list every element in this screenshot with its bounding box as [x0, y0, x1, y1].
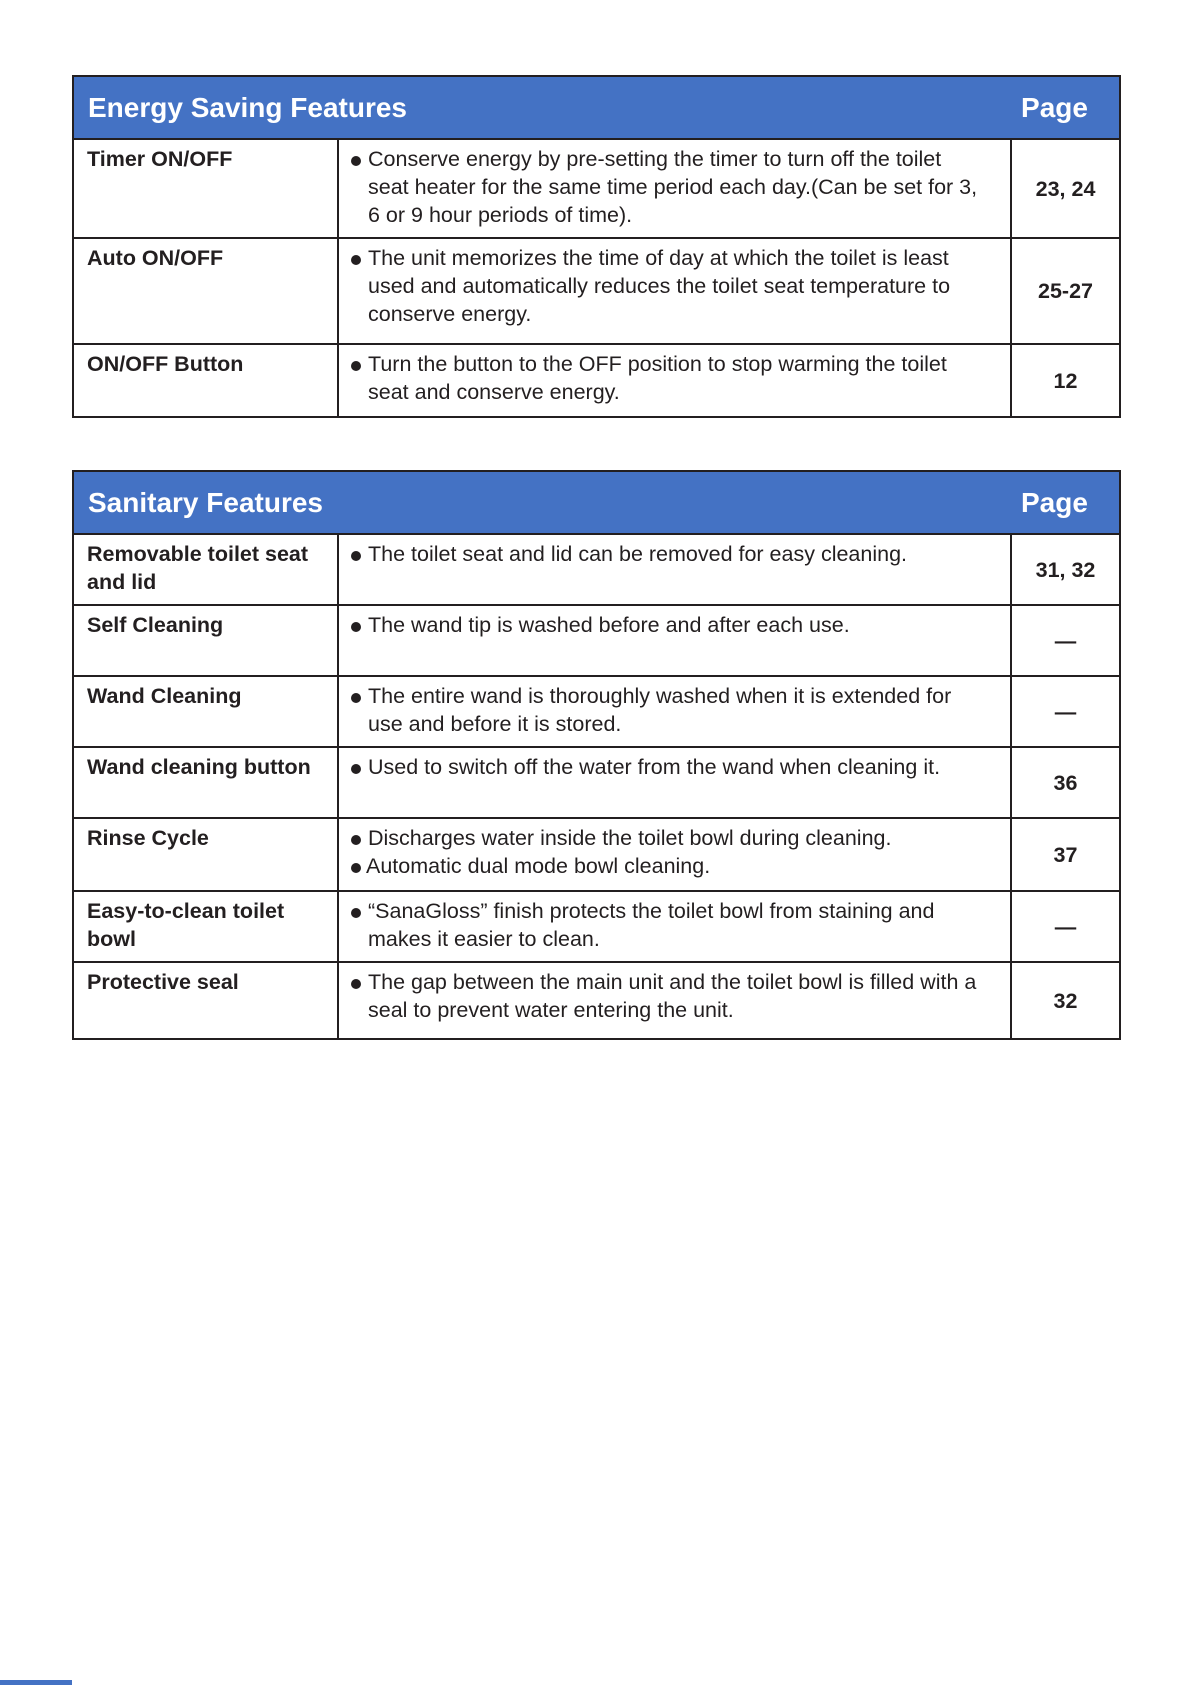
bullet-icon [351, 156, 361, 166]
bullet-text: Used to switch off the water from the wand when cleaning it. [368, 755, 941, 779]
feature-name: Timer ON/OFF [73, 139, 338, 238]
feature-name: Removable toilet seat and lid [73, 534, 338, 605]
table-row [73, 747, 1120, 818]
feature-description [338, 139, 1011, 238]
sanitary-page-header: Page [1011, 471, 1120, 534]
sanitary-section-title: Sanitary Features [73, 471, 1011, 534]
bullet-text: The entire wand is thoroughly washed when it is extended for use and before it is stored. [368, 684, 952, 736]
page-reference: 37 [1011, 818, 1120, 891]
bullet-text: Discharges water inside the toilet bowl during cleaning. [368, 826, 892, 850]
page-reference: — [1011, 605, 1120, 676]
feature-name: Easy-to-clean toilet bowl [73, 891, 338, 962]
energy-saving-features-table [72, 75, 1121, 418]
page-reference: 12 [1011, 344, 1120, 417]
feature-description [338, 747, 1011, 818]
feature-description [338, 891, 1011, 962]
page-reference: — [1011, 891, 1120, 962]
table-row [73, 891, 1120, 962]
table-row [73, 344, 1120, 417]
page-reference: 32 [1011, 962, 1120, 1039]
feature-description [338, 962, 1011, 1039]
feature-description [338, 238, 1011, 344]
bullet-icon [351, 764, 361, 774]
bullet-icon [351, 693, 361, 703]
page-edge-mark [0, 1680, 72, 1685]
feature-description [338, 605, 1011, 676]
feature-name: ON/OFF Button [73, 344, 338, 417]
energy-page-header: Page [1011, 76, 1120, 139]
feature-name: Rinse Cycle [73, 818, 338, 891]
bullet-icon [351, 908, 361, 918]
bullet-text: The unit memorizes the time of day at which the toilet is least used and automatically reduces the toilet seat temperature to conserve energy. [368, 246, 951, 326]
bullet-icon [351, 863, 361, 873]
table-row [73, 534, 1120, 605]
feature-name: Self Cleaning [73, 605, 338, 676]
feature-description [338, 344, 1011, 417]
feature-description [338, 818, 1011, 891]
bullet-text: “SanaGloss” finish protects the toilet bowl from staining and makes it easier to clean. [368, 899, 935, 951]
bullet-icon [351, 835, 361, 845]
feature-name: Auto ON/OFF [73, 238, 338, 344]
table-row [73, 818, 1120, 891]
feature-description [338, 534, 1011, 605]
page-reference: 23, 24 [1011, 139, 1120, 238]
bullet-text: The toilet seat and lid can be removed for easy cleaning. [368, 542, 908, 566]
sanitary-header-row [73, 471, 1120, 534]
feature-description [338, 676, 1011, 747]
bullet-icon [351, 551, 361, 561]
bullet-icon [351, 979, 361, 989]
table-row [73, 238, 1120, 344]
sanitary-features-table [72, 470, 1121, 1040]
page-reference: 36 [1011, 747, 1120, 818]
bullet-text: Turn the button to the OFF position to stop warming the toilet seat and conserve energy. [368, 352, 947, 404]
table-row [73, 605, 1120, 676]
page-reference: 31, 32 [1011, 534, 1120, 605]
feature-name: Protective seal [73, 962, 338, 1039]
energy-header-row [73, 76, 1120, 139]
feature-name: Wand Cleaning [73, 676, 338, 747]
table-row [73, 676, 1120, 747]
bullet-icon [351, 622, 361, 632]
bullet-icon [351, 361, 361, 371]
bullet-text: Automatic dual mode bowl cleaning. [366, 854, 711, 878]
bullet-text: The wand tip is washed before and after each use. [368, 613, 850, 637]
table-row [73, 962, 1120, 1039]
page-reference: 25-27 [1011, 238, 1120, 344]
page-reference: — [1011, 676, 1120, 747]
bullet-text: Conserve energy by pre-setting the timer to turn off the toilet seat heater for the same time period each day.(Can be set for 3, 6 or 9 hour periods of time). [368, 147, 978, 227]
energy-section-title: Energy Saving Features [73, 76, 1011, 139]
bullet-text: The gap between the main unit and the toilet bowl is filled with a seal to prevent water entering the unit. [368, 970, 977, 1022]
feature-name: Wand cleaning button [73, 747, 338, 818]
bullet-icon [351, 255, 361, 265]
table-row [73, 139, 1120, 238]
